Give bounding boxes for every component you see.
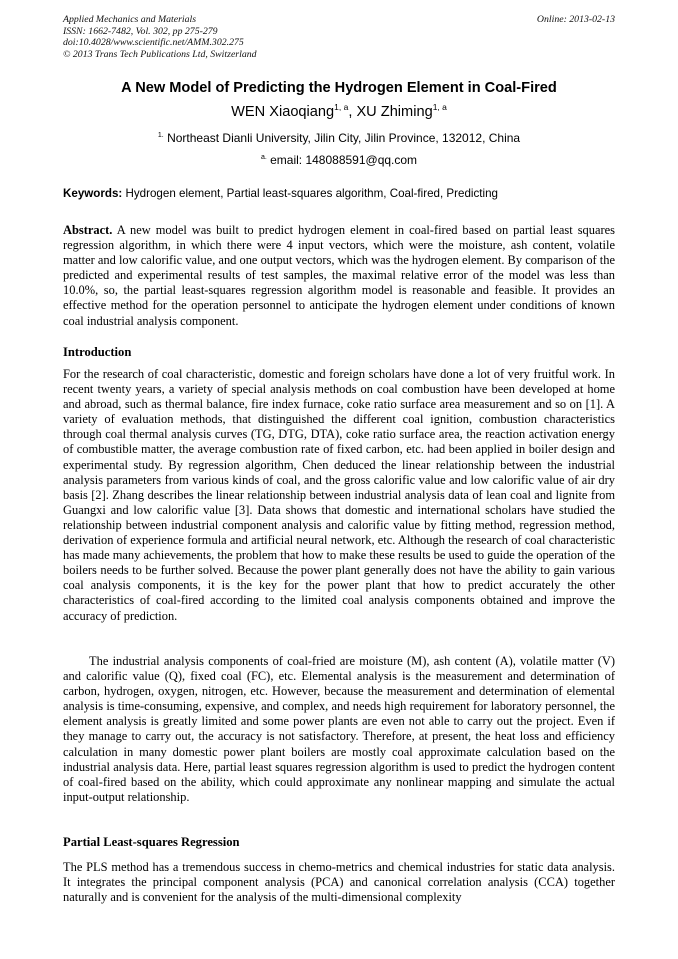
abstract <box>63 223 615 329</box>
abstract-text: A new model was built to predict hydrogen element in coal-fired based on partial least squares regression algorithm, in which there were 4 input vectors, which were the moisture, ash content, volatile matter and low calorific value, and one output vectors, which was the hydrogen element. By comparison of the predicted and experimental results of test samples, the maximal relative error of the model was less than 10.0%, so, the partial least-squares regression algorithm model is reasonable and feasible. It provides an effective method for the operation personnel to anticipate the hydrogen element under conditions of known coal industrial analysis component. <box>63 223 615 328</box>
journal-name: Applied Mechanics and Materials <box>63 14 197 25</box>
keywords-label: Keywords: <box>63 187 123 200</box>
paper-title: A New Model of Predicting the Hydrogen Element in Coal-Fired <box>121 80 557 96</box>
abstract-label: Abstract. <box>63 223 113 237</box>
online-date: Online: 2013-02-13 <box>536 14 615 25</box>
affiliation-mark: 1. <box>157 132 164 139</box>
email-mark: a. <box>260 154 267 161</box>
author-affiliation-mark: 1, a <box>334 102 349 112</box>
running-header <box>63 14 615 60</box>
email-line <box>0 153 678 167</box>
section-heading-introduction: Introduction <box>63 345 132 359</box>
author-affiliation-mark: 1, a <box>432 102 447 112</box>
issn-line: ISSN: 1662-7482, Vol. 302, pp 275-279 <box>63 25 218 37</box>
paragraph: The industrial analysis components of coal-fried are moisture (M), ash content (A), volatile matter (V) and calorific value (Q), fixed coal (FC), etc. Elemental analysis is the measurement and determination of carbon, hydrogen, oxygen, nitrogen, etc. However, because the measurement and determination of elemental analysis is time-consuming, expensive, and complex, and needs high requirement for laboratory personnel, the element analysis is greatly limited and some power plants are even not able to carry out the project. Even if they manage to carry out, the accuracy is not satisfactory. Therefore, at present, the heat loss and efficiency calculation in many domestic power plant boilers are mostly coal approximate calculation based on the industrial analysis data. Here, partial least squares regression algorithm is used to predict the hydrogen content of coal-fired based on the ability, which could approximate any nonlinear mapping and simulate the actual input-output relationship. <box>63 654 615 804</box>
paragraph: For the research of coal characteristic, domestic and foreign scholars have done a lot of very fruitful work. In recent twenty years, a variety of special analysis methods on coal combustion have been developed at home and abroad, such as thermal balance, fire index furnace, coke ratio surface area measurement and so on [1]. A variety of evaluation methods, that distinguished the different coal ignition, combustion characteristics through coal thermal analysis curves (TG, DTG, DTA), coke ratio surface area, the reaction activation energy of combustible matter, the average combustion rate of fixed carbon, etc. had been applied in boiler design and experimental study. By regression algorithm, Chen deduced the linear relationship between the industrial analysis parameters from various kinds of coal, and the gross calorific value and low calorific value of air dry basis [2]. Zhang describes the linear relationship between industrial analysis data of lean coal and lignite from Guangxi and low calorific value [3]. Data shows that domestic and international scholars have studied the relationship between industrial component analysis and calorific value by fitting method, regression method, derivation of experience formula and artificial neural network, etc. Although the research of coal characteristic has made many achievements, the problem that how to make these results be used to guide the operation of the boilers needs to be further solved. Because the power plant generally does not have the ability to gain various coal analysis components, it is the key for the power plant that how to predict accurately the other characteristics of coal-fired according to the limited coal analysis components obtained and improve the accuracy of prediction. <box>63 367 615 623</box>
copyright-line: © 2013 Trans Tech Publications Ltd, Switzerland <box>63 48 257 60</box>
author-separator: , <box>348 104 357 120</box>
affiliation <box>0 131 678 145</box>
section-heading-pls: Partial Least-squares Regression <box>63 835 240 849</box>
keywords <box>63 187 615 200</box>
paragraph: The PLS method has a tremendous success in chemo-metrics and chemical industries for static data analysis. It integrates the principal component analysis (PCA) and canonical correlation analysis (CCA) together naturally and is convenient for the analysis of the multi-dimensional complexity <box>63 860 615 905</box>
journal-info <box>63 14 257 60</box>
keywords-text: Hydrogen element, Partial least-squares algorithm, Coal-fired, Predicting <box>122 187 498 200</box>
author-list <box>0 104 678 120</box>
doi-line: doi:10.4028/www.scientific.net/AMM.302.275 <box>63 37 244 48</box>
author-name: WEN Xiaoqiang <box>231 104 335 120</box>
affiliation-text: Northeast Dianli University, Jilin City, Jilin Province, 132012, China <box>163 131 521 145</box>
author-name: XU Zhiming <box>356 104 433 120</box>
email-text: email: 148088591@qq.com <box>266 153 418 167</box>
